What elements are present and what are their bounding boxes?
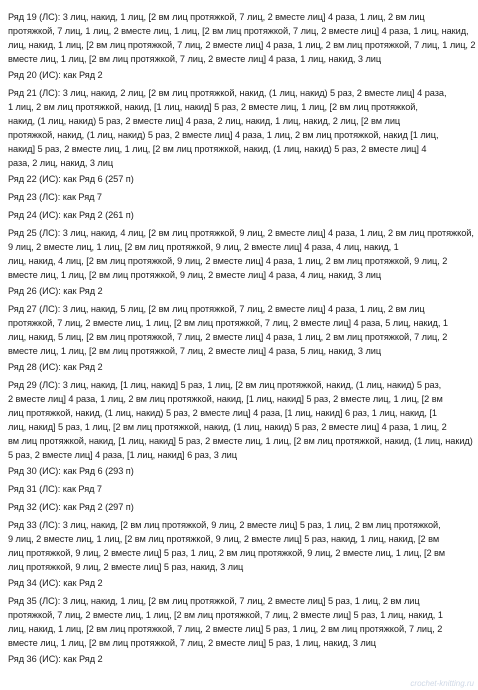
row-27	[8, 302, 478, 358]
row-21	[8, 86, 478, 170]
row-26	[8, 284, 478, 298]
row-35	[8, 594, 478, 650]
row-line: 9 лиц, 2 вместе лиц, 1 лиц, [2 вм лиц протяжкой, 9 лиц, 2 вместе лиц] 5 раз, накид, 1 лиц, накид, [2 вм	[8, 534, 440, 544]
row-28	[8, 360, 478, 374]
row-line: Ряд 23 (ЛС): как Ряд 7	[8, 192, 102, 202]
row-line: 9 лиц, 2 вместе лиц, 1 лиц, [2 вм лиц протяжкой, 9 лиц, 2 вместе лиц] 4 раза, 4 лиц, накид, 1	[8, 242, 399, 252]
row-line: вместе лиц, 1 лиц, [2 вм лиц протяжкой, 7 лиц, 2 вместе лиц] 4 раза, 1 лиц, накид, 3 лиц	[8, 54, 382, 64]
row-line: Ряд 35 (ЛС): 3 лиц, накид, 1 лиц, [2 вм лиц протяжкой, 7 лиц, 2 вместе лиц] 5 раз, 1 лиц, 2 вм лиц	[8, 596, 420, 606]
row-31	[8, 482, 478, 496]
row-line: протяжкой, 7 лиц, 1 лиц, 2 вместе лиц, 1 лиц, [2 вм лиц протяжкой, 7 лиц, 2 вместе лиц] 4 раза, 1 лиц, накид,	[8, 26, 469, 36]
row-line: 5 раз, 2 вместе лиц] 4 раза, [1 лиц, накид] 6 раз, 3 лиц	[8, 450, 237, 460]
row-line: лиц протяжкой, 9 лиц, 2 вместе лиц] 5 раз, 1 лиц, 2 вм лиц протяжкой, 9 лиц, 2 вместе лиц, 1 лиц, [2 вм	[8, 548, 446, 558]
row-line: Ряд 36 (ИС): как Ряд 2	[8, 654, 103, 664]
row-line: Ряд 27 (ЛС): 3 лиц, накид, 5 лиц, [2 вм лиц протяжкой, 7 лиц, 2 вместе лиц] 4 раза, 1 лиц, 2 вм лиц	[8, 304, 425, 314]
row-line: 1 лиц, 2 вм лиц протяжкой, накид, [1 лиц, накид] 5 раз, 2 вместе лиц, 1 лиц, [2 вм лиц протяжкой,	[8, 102, 418, 112]
row-19	[8, 10, 478, 66]
row-line: 2 вместе лиц] 4 раза, 1 лиц, 2 вм лиц протяжкой, накид, [1 лиц, накид] 5 раз, 2 вместе лиц, 1 лиц, [2 вм	[8, 394, 443, 404]
row-line: Ряд 28 (ИС): как Ряд 2	[8, 362, 103, 372]
row-20	[8, 68, 478, 82]
row-23	[8, 190, 478, 204]
row-line: Ряд 26 (ИС): как Ряд 2	[8, 286, 103, 296]
row-32	[8, 500, 478, 514]
row-33	[8, 518, 478, 574]
row-line: вместе лиц, 1 лиц, [2 вм лиц протяжкой, 7 лиц, 2 вместе лиц] 4 раза, 5 лиц, накид, 3 лиц	[8, 346, 382, 356]
row-line: лиц, накид, 1 лиц, [2 вм лиц протяжкой, 7 лиц, 2 вместе лиц] 4 раза, 1 лиц, 2 вм лиц протяжкой, 7 лиц, 1 лиц, 2	[8, 40, 476, 50]
row-line: лиц, накид] 5 раз, 1 лиц, [2 вм лиц протяжкой, накид, (1 лиц, накид) 5 раз, 2 вместе лиц] 4 раза, 1 лиц, 2	[8, 422, 447, 432]
row-line: лиц, накид, 5 лиц, [2 вм лиц протяжкой, 7 лиц, 2 вместе лиц] 4 раза, 1 лиц, 2 вм лиц протяжкой, 7 лиц, 2	[8, 332, 448, 342]
row-line: раза, 2 лиц, накид, 3 лиц	[8, 158, 114, 168]
row-29	[8, 378, 478, 462]
row-line: Ряд 29 (ЛС): 3 лиц, накид, [1 лиц, накид] 5 раз, 1 лиц, [2 вм лиц протяжкой, накид, (1 лиц, накид) 5 раз,	[8, 380, 442, 390]
row-line: Ряд 24 (ИС): как Ряд 2 (261 п)	[8, 210, 134, 220]
row-line: протяжкой, накид, (1 лиц, накид) 5 раз, 2 вместе лиц] 4 раза, 1 лиц, 2 вм лиц протяжкой, накид [1 лиц,	[8, 130, 439, 140]
row-line: протяжкой, 7 лиц, 2 вместе лиц, 1 лиц, [2 вм лиц протяжкой, 7 лиц, 2 вместе лиц] 4 раза, 5 лиц, накид, 1	[8, 318, 448, 328]
row-34	[8, 576, 478, 590]
row-line: Ряд 31 (ЛС): как Ряд 7	[8, 484, 102, 494]
row-line: Ряд 33 (ЛС): 3 лиц, накид, [2 вм лиц протяжкой, 9 лиц, 2 вместе лиц] 5 раз, 1 лиц, 2 вм лиц протяжкой,	[8, 520, 441, 530]
row-line: протяжкой, 7 лиц, 2 вместе лиц, 1 лиц, [2 вм лиц протяжкой, 7 лиц, 2 вместе лиц] 5 раз, 1 лиц, накид, 1	[8, 610, 443, 620]
row-line: Ряд 34 (ИС): как Ряд 2	[8, 578, 103, 588]
row-line: накид, (1 лиц, накид) 5 раз, 2 вместе лиц] 4 раза, 2 лиц, накид, 1 лиц, накид, 2 лиц, [2 вм лиц	[8, 116, 401, 126]
row-22	[8, 172, 478, 186]
row-line: лиц протяжкой, 9 лиц, 2 вместе лиц] 5 раз, накид, 3 лиц	[8, 562, 244, 572]
row-line: Ряд 32 (ИС): как Ряд 2 (297 п)	[8, 502, 134, 512]
row-30	[8, 464, 478, 478]
row-line: накид] 5 раз, 2 вместе лиц, 1 лиц, [2 вм лиц протяжкой, накид, (1 лиц, накид) 5 раз, 2 вместе лиц] 4	[8, 144, 427, 154]
row-line: вместе лиц, 1 лиц, [2 вм лиц протяжкой, 9 лиц, 2 вместе лиц] 4 раза, 4 лиц, накид, 3 лиц	[8, 270, 382, 280]
row-line: вместе лиц, 1 лиц, [2 вм лиц протяжкой, 7 лиц, 2 вместе лиц] 5 раз, 1 лиц, накид, 3 лиц	[8, 638, 377, 648]
row-36	[8, 652, 478, 666]
row-line: Ряд 30 (ИС): как Ряд 6 (293 п)	[8, 466, 134, 476]
watermark: crochet-knitting.ru	[410, 679, 474, 688]
row-line: лиц протяжкой, накид, (1 лиц, накид) 5 раз, 2 вместе лиц] 4 раза, [1 лиц, накид] 6 раз, 1 лиц, накид, [1	[8, 408, 437, 418]
row-25	[8, 226, 478, 282]
row-line: Ряд 22 (ИС): как Ряд 6 (257 п)	[8, 174, 134, 184]
row-line: Ряд 20 (ИС): как Ряд 2	[8, 70, 103, 80]
row-line: Ряд 25 (ЛС): 3 лиц, накид, 4 лиц, [2 вм лиц протяжкой, 9 лиц, 2 вместе лиц] 4 раза, 1 лиц, 2 вм лиц протяжкой,	[8, 228, 474, 238]
row-24	[8, 208, 478, 222]
row-line: лиц, накид, 1 лиц, [2 вм лиц протяжкой, 7 лиц, 2 вместе лиц] 5 раз, 1 лиц, 2 вм лиц протяжкой, 7 лиц, 2	[8, 624, 443, 634]
row-line: Ряд 21 (ЛС): 3 лиц, накид, 2 лиц, [2 вм лиц протяжкой, накид, (1 лиц, накид) 5 раз, 2 вместе лиц] 4 раза,	[8, 88, 447, 98]
row-line: вм лиц протяжкой, накид, [1 лиц, накид] 5 раз, 2 вместе лиц, 1 лиц, [2 вм лиц протяжкой, накид, (1 лиц, накид)	[8, 436, 473, 446]
row-line: лиц, накид, 4 лиц, [2 вм лиц протяжкой, 9 лиц, 2 вместе лиц] 4 раза, 1 лиц, 2 вм лиц протяжкой, 9 лиц, 2	[8, 256, 448, 266]
row-line: Ряд 19 (ЛС): 3 лиц, накид, 1 лиц, [2 вм лиц протяжкой, 7 лиц, 2 вместе лиц] 4 раза, 1 лиц, 2 вм лиц	[8, 12, 425, 22]
